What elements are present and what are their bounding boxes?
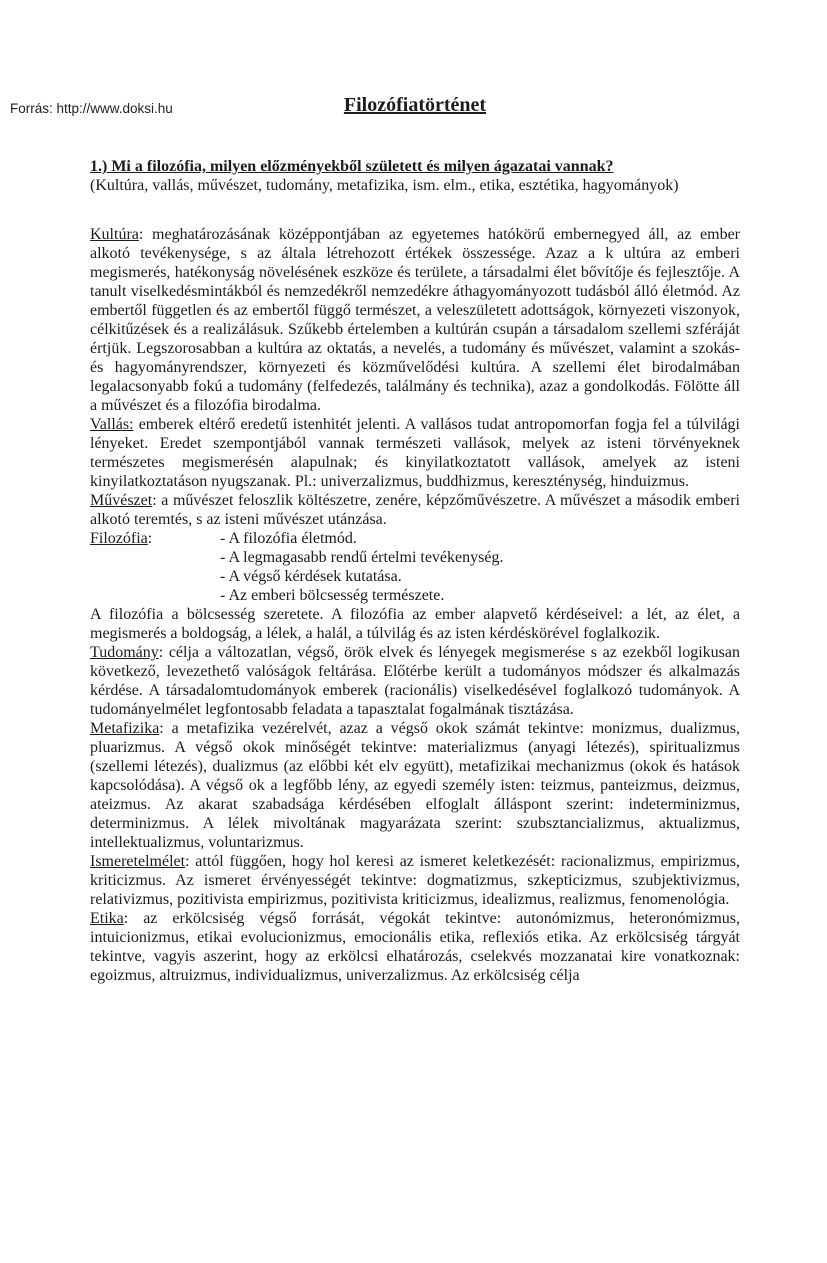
paragraph-metafizika [90, 719, 740, 852]
source-url-label: Forrás: http://www.doksi.hu [10, 101, 173, 116]
paragraph-ismeretelmelet [90, 852, 740, 909]
philosophy-list-row [90, 586, 740, 605]
philosophy-list-item: - A filozófia életmód. [220, 530, 357, 547]
question-heading: 1.) Mi a filozófia, milyen előzményekből született és milyen ágazatai vannak? [90, 158, 614, 175]
question-subheading: (Kultúra, vallás, művészet, tudomány, metafizika, ism. elm., etika, esztétika, hagyományok) [90, 177, 679, 194]
philosophy-list-row [90, 567, 740, 586]
term-label-muveszet: Művészet [90, 492, 153, 509]
term-separator: : [158, 644, 169, 661]
paragraph-etika [90, 909, 740, 985]
term-separator: : [138, 226, 153, 243]
philosophy-list-item: - A legmagasabb rendű értelmi tevékenység. [220, 549, 504, 566]
term-label-tudomany: Tudomány [90, 644, 159, 661]
paragraph-vallas [90, 415, 740, 491]
paragraph-muveszet [90, 491, 740, 529]
paragraph-kultura [90, 225, 740, 415]
paragraph-filozofia-summary: A filozófia a bölcsesség szeretete. A filozófia az ember alapvető kérdéseivel: a lét, az élet, a megismerés a boldogság, a lélek, a halál, a túlvilág és az isten kérdéskörével foglalkozik. [90, 606, 740, 642]
empty-lead-cell [90, 548, 220, 567]
document-title: Filozófiatörténet [343, 94, 487, 116]
philosophy-list-item: - Az emberi bölcsesség természete. [220, 587, 445, 604]
term-label-etika: Etika [90, 910, 124, 927]
philosophy-list-row [90, 529, 740, 548]
paragraph-text: meghatározásának középpontjában az egyetemes hatókörű embernegyed áll, az ember alkotó tevékenysége, s az általa létrehozott értékek összessége. Azaz a k ultúra az emberi megismerés, hatékonyság növelésének eszköze és területe, a társadalmi élet bővítője és fejlesztője. A tanult viselkedésmintákból és nemzedékről nemzedékre áthagyományozott tudásból álló életmód. Az embertől független és az embertől függő természet, a veleszületett adottságok, környezeti viszonyok, célkitűzések és a realizálásuk. Szűkebb értelemben a kultúrán csupán a társadalom szellemi szféráját értjük. Legszorosabban a kultúra az oktatás, a nevelés, a tudomány és művészet, valamint a szokás- és hagyományrendszer, környezeti és közművelődési kultúra. A szellemi élet birodalmában legalacsonyabb fokú a tudomány (felfedezés, találmány és technika), azaz a gondolkodás. Fölötte áll a művészet és a filozófia birodalma. [90, 226, 741, 414]
paragraph-text: attól függően, hogy hol keresi az ismeret keletkezését: racionalizmus, empirizmus, kriticizmus. Az ismeret érvényességét tekintve: dogmatizmus, szkepticizmus, szubjektivizmus, relativizmus, pozitivista empirizmus, pozitivista kriticizmus, idealizmus, realizmus, fenomenológia. [90, 853, 740, 908]
paragraph-text: célja a változatlan, végső, örök elvek és lényegek megismerése s az ezekből logikusan következő, levezethető valóságok feltárása. Előtérbe került a tudományos módszer és alkalmazás kérdése. A társadalomtudományok emberek (racionális) viselkedésével foglalkozó tudományok. A tudományelmélet legfontosabb feladata a tapasztalat fogalmának tisztázása. [90, 644, 740, 718]
term-separator: : [159, 720, 172, 737]
paragraph-text: az erkölcsiség végső forrását, végokát tekintve: autonómizmus, heteronómizmus, intuicionizmus, etikai evolucionizmus, emocionális etika, reflexiós etika. Az erkölcsiség tárgyát tekintve, vagyis aszerint, hogy az erkölcsi elhatározás, cselekvés mozzanatai kire vonatkoznak: egoizmus, altruizmus, individualizmus, univerzalizmus. Az erkölcsiség célja [90, 910, 740, 984]
term-separator: : [147, 530, 153, 547]
document-body [90, 225, 740, 985]
philosophy-list-row [90, 548, 740, 567]
term-label-metafizika: Metafizika [90, 720, 160, 737]
document-page [0, 93, 827, 985]
paragraph-tudomany [90, 643, 740, 719]
term-separator: : [152, 492, 162, 509]
term-label-filozofia-cell [90, 529, 220, 548]
term-label-vallas: Vallás: [90, 416, 134, 433]
paragraph-text: emberek eltérő eredetű istenhitét jelenti. A vallásos tudat antropomorfan fogja fel a túlvilági lényeket. Eredet szempontjából vannak természeti vallások, melyek az isteni törvényeknek természetes megismerésén alapulnak; és kinyilatkoztatott vallások, amelyek az isteni kinyilatkoztatáson nyugszanak. Pl.: univerzalizmus, buddhizmus, kereszténység, hinduizmus. [90, 416, 741, 490]
paragraph-text: a metafizika vezérelvét, azaz a végső okok számát tekintve: monizmus, dualizmus, pluarizmus. A végső okok minőségét tekintve: materializmus (anyagi létezés), spiritualizmus (szellemi létezés), dualizmus (az előbbi két elv együtt), metafizikai mechanizmus (okok és hatások kapcsolódása). A végső ok a legfőbb lény, az egyedi személy isten: teizmus, panteizmus, deizmus, ateizmus. Az akarat szabadsága kérdésében elfoglalt álláspont szerint: indeterminizmus, determinizmus. A lélek mivoltának magyarázata szerint: szubsztancializmus, aktualizmus, intellektualizmus, voluntarizmus. [90, 720, 741, 851]
term-label-filozofia: Filozófia [90, 530, 148, 547]
empty-lead-cell [90, 567, 220, 586]
term-label-kultura: Kultúra [90, 226, 139, 243]
philosophy-list-item: - A végső kérdések kutatása. [220, 568, 402, 585]
philosophy-definition-list [90, 529, 740, 605]
term-separator: : [123, 910, 144, 927]
paragraph-text: a művészet feloszlik költészetre, zenére, képzőművészetre. A művészet a második emberi alkotó teremtés, s az isteni művészet utánzása. [90, 492, 741, 528]
empty-lead-cell [90, 586, 220, 605]
term-separator: : [185, 853, 196, 870]
term-label-ismeretelmelet: Ismeretelmélet [90, 853, 186, 870]
